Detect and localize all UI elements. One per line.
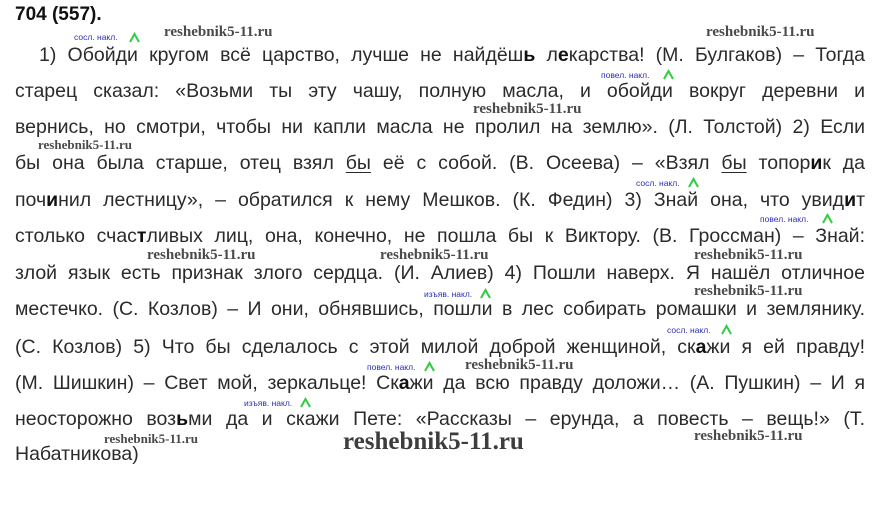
- text-line: [15, 371, 865, 395]
- text-line: [15, 297, 865, 321]
- stressed-letter: ь: [176, 408, 189, 430]
- mood-note: повел. накл.: [601, 70, 650, 80]
- watermark: reshebnik5-11.ru: [343, 428, 524, 455]
- text-segment: к да: [822, 152, 865, 174]
- mood-note: сосл. накл.: [667, 325, 711, 335]
- text-segment: (С. Козлов) 5) Что бы сделалось с этой милой доброй женщиной, ск: [15, 336, 696, 358]
- watermark: reshebnik5-11.ru: [164, 24, 273, 40]
- stressed-letter: е: [557, 44, 569, 66]
- text-line: [15, 188, 865, 212]
- stressed-letter: и: [810, 152, 823, 174]
- text-line: [15, 151, 865, 175]
- text-segment: вернись, но смотри, чтобы ни капли масла не пролил на землю». (Л. Толстой) 2) Если: [15, 116, 865, 138]
- caret-icon: [424, 361, 435, 372]
- text-segment: её с собой. (В. Осеева) – «Взял: [370, 152, 722, 174]
- text-segment: жи да всю правду доложи… (А. Пушкин) – И я: [409, 372, 866, 394]
- text-segment: старец сказал: «Возьми ты эту чашу, полную масла, и обойди вокруг деревни и: [15, 80, 865, 102]
- text-line: [15, 335, 865, 359]
- text-line: [15, 224, 865, 248]
- text-segment: поч: [15, 189, 47, 211]
- watermark: reshebnik5-11.ru: [473, 101, 582, 117]
- text-segment: т: [856, 189, 865, 211]
- watermark: reshebnik5-11.ru: [694, 283, 803, 299]
- stressed-letter: и: [46, 189, 59, 211]
- caret-icon: [822, 213, 833, 224]
- mood-note: изъяв. накл.: [244, 398, 293, 408]
- text-line: [39, 43, 865, 67]
- particle-underlined: бы: [721, 152, 747, 174]
- caret-icon: [663, 69, 674, 80]
- text-segment: нил лестницу», – обратился к нему Мешков. (К. Федин) 3) Знай она, что увид: [58, 189, 845, 211]
- watermark: reshebnik5-11.ru: [706, 24, 815, 40]
- text-segment: ливых лиц, она, конечно, не пошла бы к Виктору. (В. Гроссман) – Знай:: [146, 225, 865, 247]
- text-segment: л: [535, 44, 558, 66]
- mood-note: повел. накл.: [760, 214, 809, 224]
- watermark: reshebnik5-11.ru: [147, 247, 256, 263]
- caret-icon: [480, 288, 491, 299]
- text-segment: 1) Обойди кругом всё царство, лучше не найдёш: [39, 44, 524, 66]
- exercise-number: 704 (557).: [15, 4, 102, 25]
- watermark: reshebnik5-11.ru: [104, 431, 199, 446]
- text-segment: местечко. (С. Козлов) – И они, обнявшись, пошли в лес собирать ромашки и землянику.: [15, 298, 865, 320]
- mood-note: сосл. накл.: [636, 178, 680, 188]
- watermark: reshebnik5-11.ru: [465, 357, 574, 373]
- text-segment: карства! (М. Булгаков) – Тогда: [568, 44, 865, 66]
- text-segment: жи я ей правду!: [706, 336, 865, 358]
- watermark: reshebnik5-11.ru: [694, 247, 803, 263]
- text-line: [15, 115, 865, 139]
- mood-note: изъяв. накл.: [424, 289, 473, 299]
- stressed-letter: и: [844, 189, 857, 211]
- text-segment: Набатникова): [15, 443, 139, 465]
- stressed-letter: ь: [523, 44, 536, 66]
- text-segment: злой язык есть признак злого сердца. (И. Алиев) 4) Пошли наверх. Я нашёл отличное: [15, 262, 865, 284]
- caret-icon: [721, 324, 732, 335]
- watermark: reshebnik5-11.ru: [38, 137, 133, 152]
- text-segment: топор: [746, 152, 811, 174]
- mood-note: повел. накл.: [367, 362, 416, 372]
- mood-note: сосл. накл.: [74, 32, 118, 42]
- watermark: reshebnik5-11.ru: [380, 247, 489, 263]
- particle-underlined: бы: [345, 152, 371, 174]
- text-segment: (М. Шишкин) – Свет мой, зеркальце! Ск: [15, 372, 399, 394]
- caret-icon: [129, 32, 140, 43]
- text-line: [15, 261, 865, 285]
- text-line: [15, 79, 865, 103]
- watermark: reshebnik5-11.ru: [694, 428, 803, 444]
- text-segment: бы она была старше, отец взял: [15, 152, 346, 174]
- stressed-letter: а: [695, 336, 707, 358]
- caret-icon: [688, 177, 699, 188]
- stressed-letter: т: [136, 225, 147, 247]
- text-segment: неосторожно воз: [15, 408, 177, 430]
- stressed-letter: а: [398, 372, 410, 394]
- text-segment: столько счас: [15, 225, 137, 247]
- text-segment: ми да и скажи Пете: «Рассказы – ерунда, а повесть – вещь!» (Т.: [188, 408, 865, 430]
- caret-icon: [300, 397, 311, 408]
